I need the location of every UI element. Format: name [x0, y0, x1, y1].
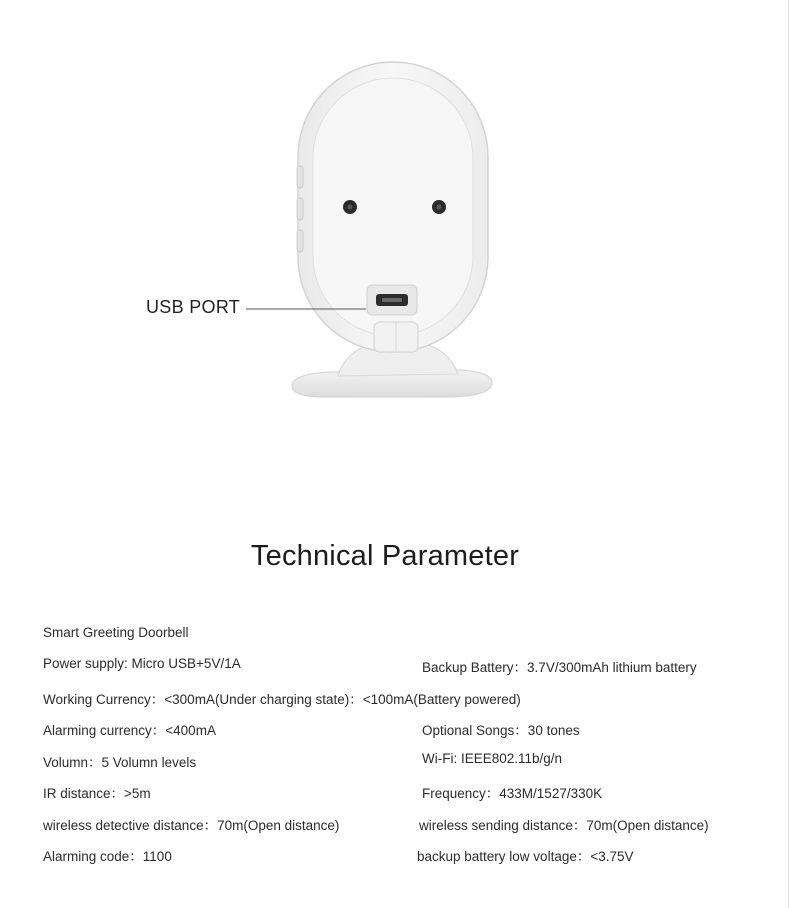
spec-ir-distance: IR distance：>5m: [43, 786, 151, 801]
spec-alarming-code: Alarming code：1100: [43, 849, 172, 864]
spec-frequency: Frequency：433M/1527/330K: [422, 786, 603, 801]
section-title: Technical Parameter: [250, 540, 520, 572]
side-button-1: [297, 166, 303, 188]
spec-backup-battery: Backup Battery：3.7V/300mAh lithium battery: [422, 660, 697, 675]
usb-port-label: USB PORT: [146, 297, 241, 317]
spec-working-currency: Working Currency：<300mA(Under charging state)：<100mA(Battery powered): [43, 692, 521, 707]
spec-alarming-currency: Alarming currency：<400mA: [43, 723, 216, 738]
spec-wifi: Wi-Fi: IEEE802.11b/g/n: [422, 751, 563, 766]
spec-volumn: Volumn：5 Volumn levels: [43, 755, 197, 770]
spec-wireless-detective-distance: wireless detective distance：70m(Open distance): [43, 818, 340, 833]
spec-product-name: Smart Greeting Doorbell: [43, 625, 189, 640]
spec-backup-battery-low-voltage: backup battery low voltage：<3.75V: [417, 849, 634, 864]
spec-wireless-sending-distance: wireless sending distance：70m(Open distance): [419, 818, 709, 833]
doorbell-illustration: [0, 0, 790, 420]
spec-power-supply: Power supply: Micro USB+5V/1A: [43, 656, 241, 671]
spec-optional-songs: Optional Songs：30 tones: [422, 723, 580, 738]
doorbell-product-image: [0, 0, 790, 420]
side-button-2: [297, 198, 303, 220]
side-button-3: [297, 230, 303, 252]
